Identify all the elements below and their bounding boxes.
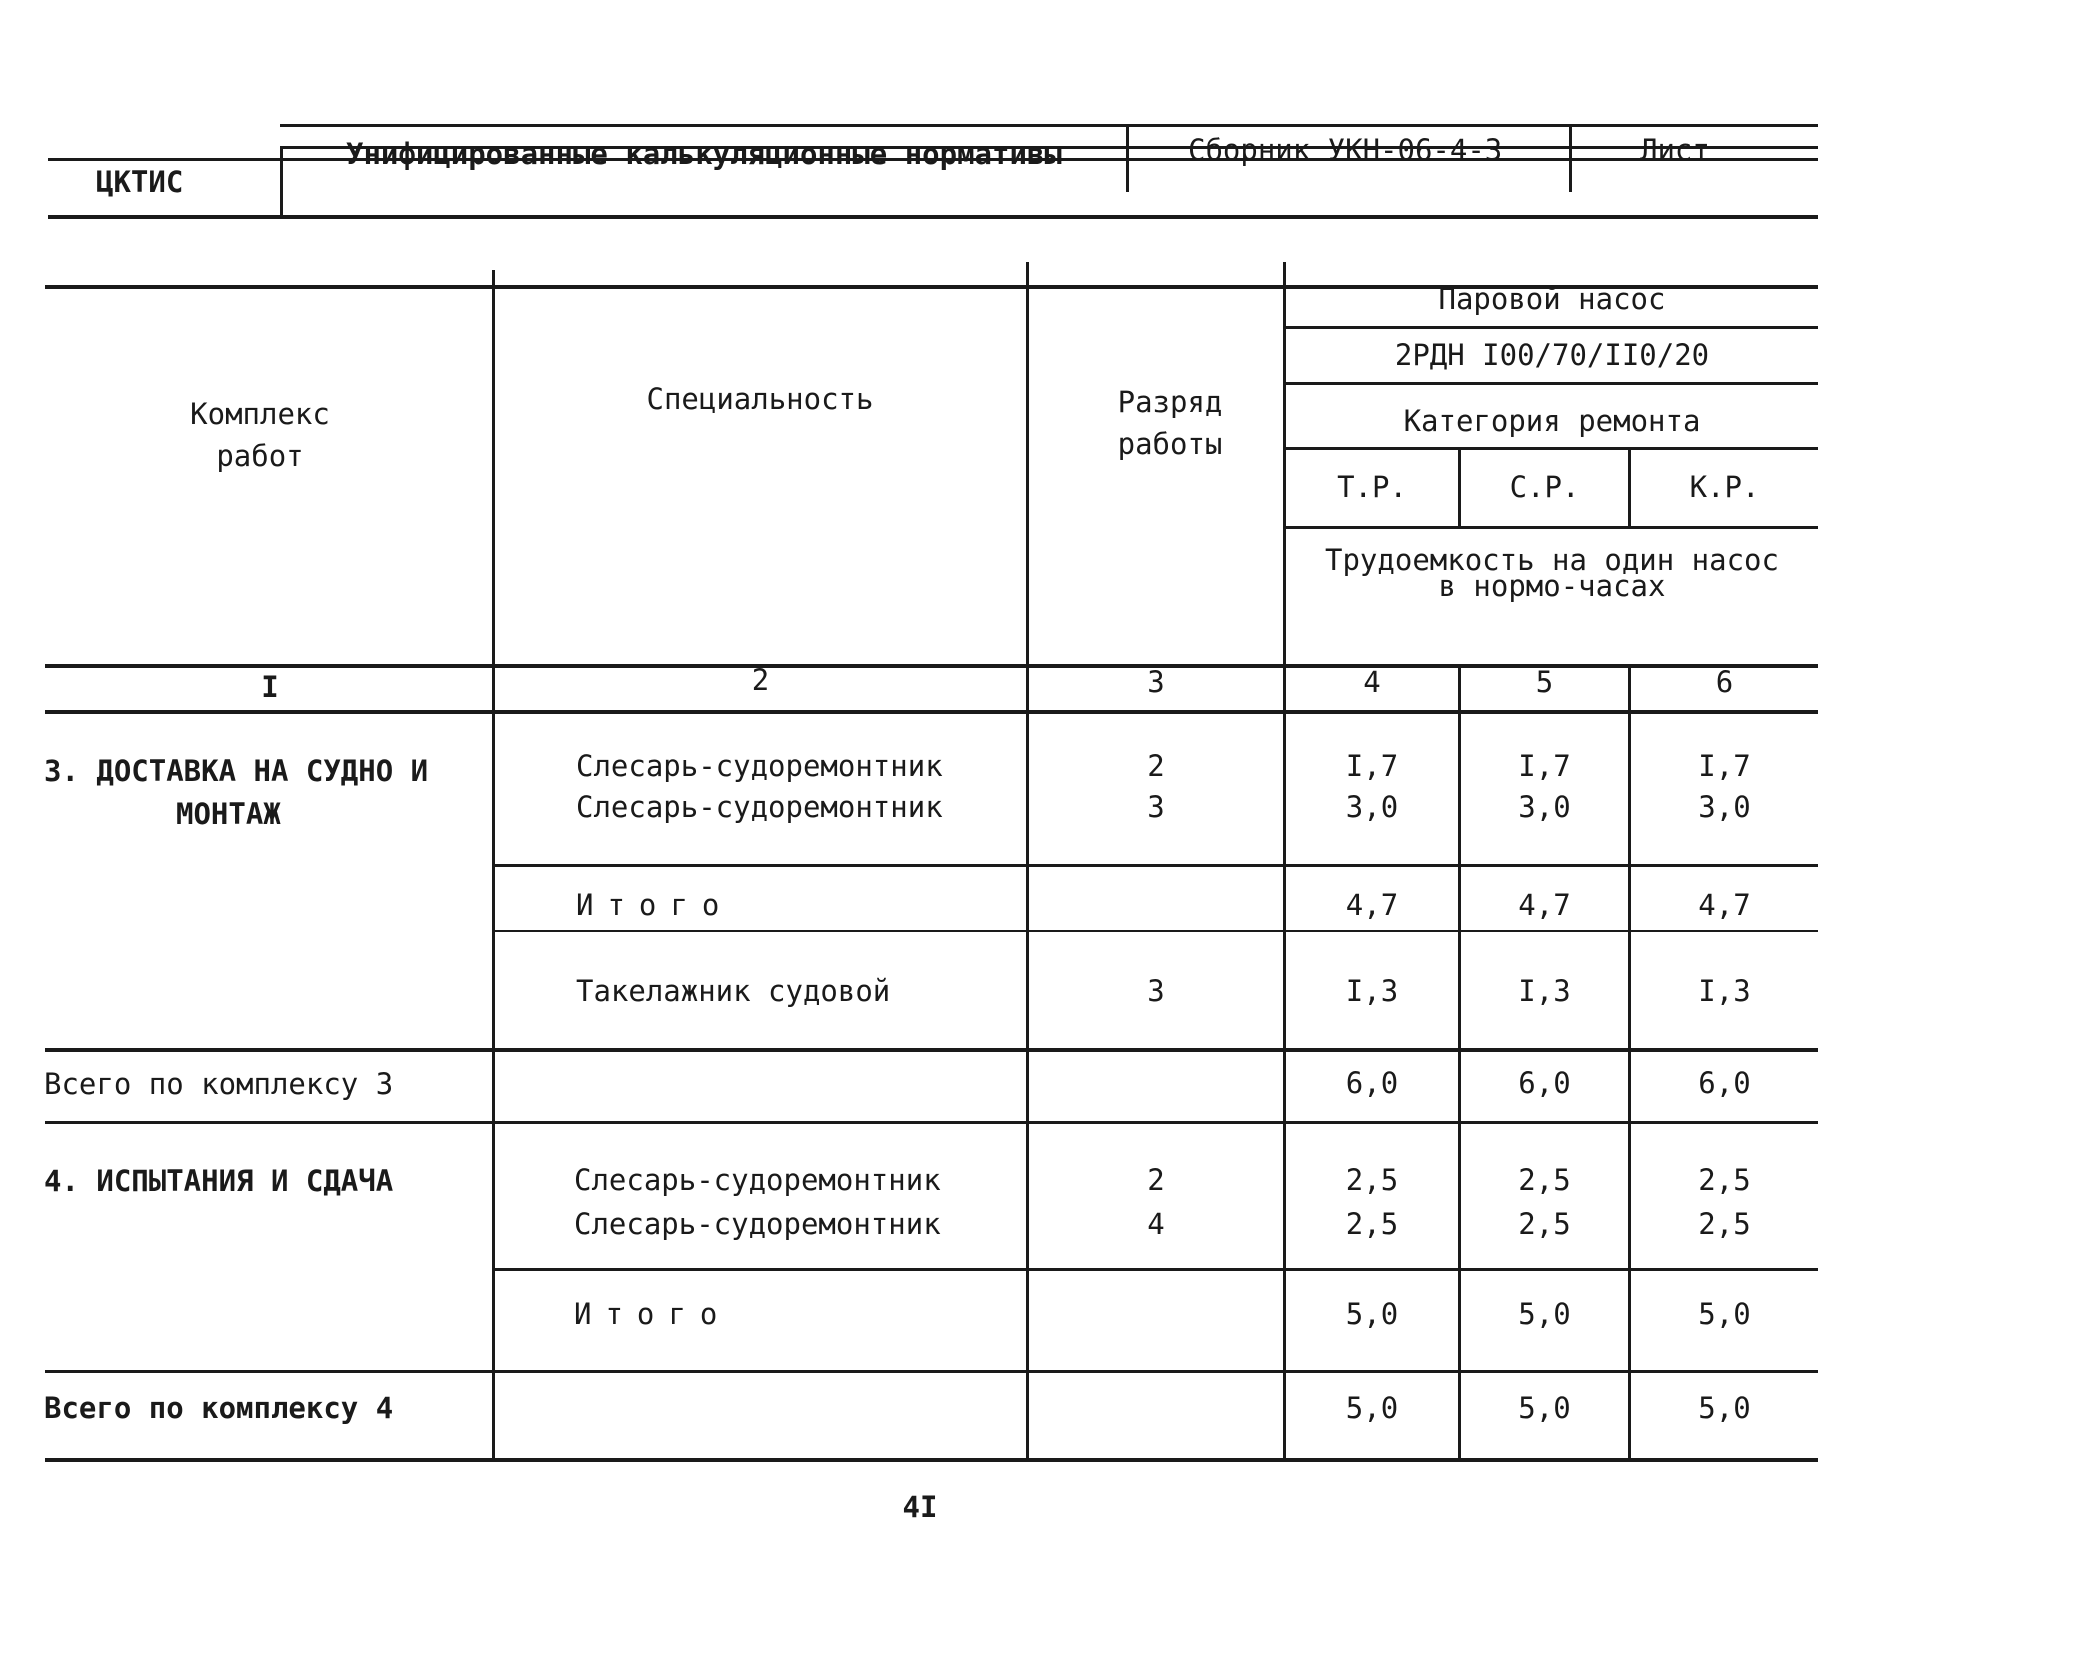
total-label: Всего по комплексу 3 — [44, 1067, 394, 1101]
page-number: 4I — [902, 1490, 938, 1524]
model-header: 2РДН I00/70/II0/20 — [1394, 338, 1710, 372]
column-divider — [492, 270, 495, 1462]
row-separator — [45, 1121, 1818, 1124]
column-divider — [1458, 664, 1461, 1462]
header-divider — [1569, 126, 1572, 192]
header-divider — [280, 146, 283, 216]
subtotal-label: Итого — [574, 1297, 732, 1331]
header-title: Унифицированные калькуляционные нормативы — [346, 137, 1062, 171]
category-header: Категория ремонта — [1403, 404, 1701, 438]
complex-cell: 3. ДОСТАВКА НА СУДНО И — [44, 754, 429, 788]
category-sub-rule — [1283, 526, 1818, 529]
grade-cell: 2 — [1147, 1163, 1165, 1197]
sr-cell: 3,0 — [1518, 790, 1571, 824]
col-number: 4 — [1363, 665, 1381, 699]
complex-cell: МОНТАЖ — [176, 797, 281, 831]
sr-cell: 4,7 — [1518, 888, 1571, 922]
tr-cell: 2,5 — [1345, 1163, 1399, 1197]
subtotal-rule — [492, 864, 1818, 867]
tr-header: Т.Р. — [1337, 470, 1407, 504]
tr-cell: 3,0 — [1345, 790, 1399, 824]
category-rule — [1283, 447, 1818, 450]
sr-cell: I,7 — [1518, 749, 1571, 783]
col-number: I — [261, 670, 279, 704]
subtotal-rule — [492, 930, 1818, 932]
row-separator — [45, 1370, 1818, 1373]
kr-cell: 3,0 — [1698, 790, 1751, 824]
col-number: 2 — [751, 663, 770, 697]
kr-cell: I,7 — [1698, 749, 1751, 783]
kr-cell: 2,5 — [1698, 1207, 1751, 1241]
grade-header: Разряд работы — [1117, 385, 1223, 461]
specialty-cell: Такелажник судовой — [576, 974, 891, 1008]
tr-cell: 5,0 — [1345, 1391, 1399, 1425]
colnum-separator — [45, 710, 1818, 714]
specialty-cell: Слесарь-судоремонтник — [576, 790, 943, 824]
subtotal-rule — [492, 1268, 1818, 1271]
kr-cell: 5,0 — [1698, 1391, 1751, 1425]
pump-header: Паровой насос — [1438, 282, 1666, 316]
grade-cell: 4 — [1147, 1207, 1165, 1241]
total-label: Всего по комплексу 4 — [44, 1391, 394, 1425]
column-divider — [1628, 664, 1631, 1462]
tr-cell: 6,0 — [1345, 1066, 1399, 1100]
kr-header: К.Р. — [1689, 470, 1760, 504]
tr-cell: I,3 — [1345, 974, 1399, 1008]
column-divider — [1283, 262, 1286, 1462]
tr-cell: 5,0 — [1345, 1297, 1399, 1331]
grade-cell: 3 — [1147, 974, 1165, 1008]
pump-rule — [1283, 326, 1818, 329]
col-number: 5 — [1535, 665, 1554, 699]
column-divider — [1026, 262, 1029, 1462]
sr-cell: 6,0 — [1518, 1066, 1571, 1100]
labor-header: Трудоемкость на один насос — [1325, 543, 1779, 577]
col-number: 3 — [1147, 665, 1165, 699]
model-rule — [1283, 382, 1818, 385]
row-separator — [45, 1048, 1818, 1052]
subtotal-label: Итого — [576, 888, 734, 922]
sr-cell: 2,5 — [1518, 1163, 1571, 1197]
grade-cell: 2 — [1147, 749, 1165, 783]
header-upper-rule — [280, 124, 1818, 127]
grade-cell: 3 — [1147, 790, 1165, 824]
kr-cell: 5,0 — [1698, 1297, 1751, 1331]
sr-cell: 5,0 — [1518, 1391, 1571, 1425]
complex-cell: 4. ИСПЫТАНИЯ И СДАЧА — [44, 1164, 394, 1198]
sr-cell: 5,0 — [1518, 1297, 1571, 1331]
specialty-header: Специальность — [646, 382, 874, 416]
sr-header: С.Р. — [1509, 470, 1580, 504]
kr-cell: 6,0 — [1698, 1066, 1751, 1100]
specialty-cell: Слесарь-судоремонтник — [576, 749, 943, 783]
specialty-cell: Слесарь-судоремонтник — [574, 1163, 941, 1197]
col-number: 6 — [1715, 665, 1734, 699]
sr-cell: I,3 — [1518, 974, 1571, 1008]
sheet-label: Лист — [1640, 133, 1710, 167]
sr-cell: 2,5 — [1518, 1207, 1571, 1241]
org-name: ЦКТИС — [96, 165, 184, 199]
header-divider — [1126, 126, 1129, 192]
labor-unit-header: в нормо-часах — [1438, 569, 1666, 603]
complex-header: Комплекс работ — [190, 397, 330, 473]
header-bottom-rule — [48, 215, 1818, 219]
tr-cell: 4,7 — [1345, 888, 1399, 922]
tr-cell: 2,5 — [1345, 1207, 1399, 1241]
collection-code: Сборник УКН-06-4-3 — [1188, 133, 1503, 167]
table-bottom-rule — [45, 1458, 1818, 1462]
kr-cell: I,3 — [1698, 974, 1751, 1008]
kr-cell: 2,5 — [1698, 1163, 1751, 1197]
kr-cell: 4,7 — [1698, 888, 1751, 922]
specialty-cell: Слесарь-судоремонтник — [574, 1207, 941, 1241]
tr-cell: I,7 — [1345, 749, 1399, 783]
